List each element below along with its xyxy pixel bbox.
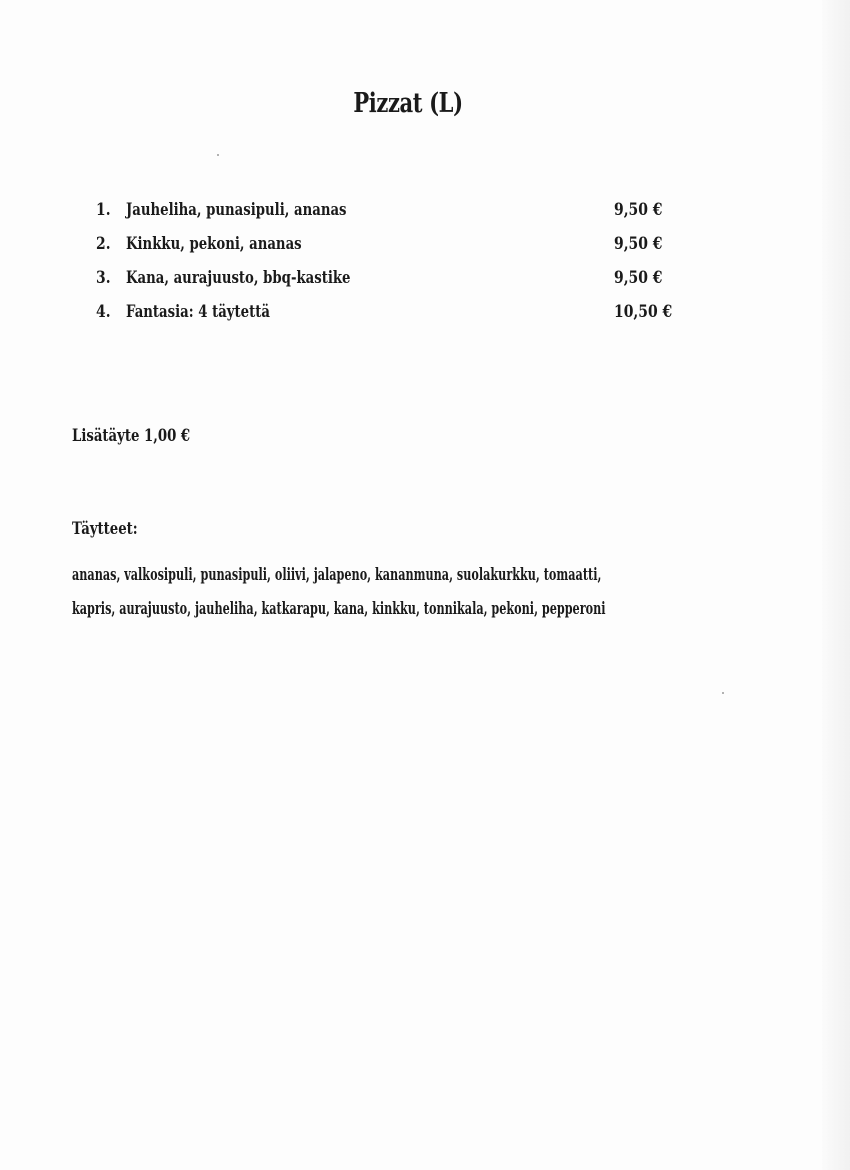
menu-item — [96, 231, 686, 265]
menu-item-price: 9,50 € — [614, 200, 663, 220]
extra-topping-price: Lisätäyte 1,00 € — [72, 426, 191, 446]
menu-item-price: 9,50 € — [614, 234, 663, 254]
paper-speck — [217, 154, 219, 156]
menu-item-name: Kana, aurajuusto, bbq-kastike — [126, 268, 351, 288]
menu-item-price: 10,50 € — [614, 302, 673, 322]
menu-item-name: Fantasia: 4 täytettä — [126, 302, 270, 322]
toppings-list-line: ananas, valkosipuli, punasipuli, oliivi, jalapeno, kananmuna, suolakurkku, tomaatti, — [72, 565, 602, 585]
menu-item-number: 2. — [96, 234, 111, 254]
paper-speck — [722, 692, 724, 694]
menu-item — [96, 265, 686, 299]
menu-item — [96, 197, 686, 231]
toppings-list-line: kapris, aurajuusto, jauheliha, katkarapu, kana, kinkku, tonnikala, pekoni, pepperoni — [72, 599, 606, 619]
page-title: Pizzat (L) — [353, 88, 463, 119]
page-edge-shadow — [822, 0, 850, 1170]
menu-item — [96, 299, 686, 333]
toppings-heading: Täytteet: — [72, 519, 138, 539]
menu-item-name: Jauheliha, punasipuli, ananas — [126, 200, 347, 220]
menu-item-number: 3. — [96, 268, 111, 288]
menu-item-price: 9,50 € — [614, 268, 663, 288]
menu-item-number: 4. — [96, 302, 111, 322]
menu-item-name: Kinkku, pekoni, ananas — [126, 234, 302, 254]
menu-item-number: 1. — [96, 200, 111, 220]
pizza-menu-list — [96, 197, 686, 333]
